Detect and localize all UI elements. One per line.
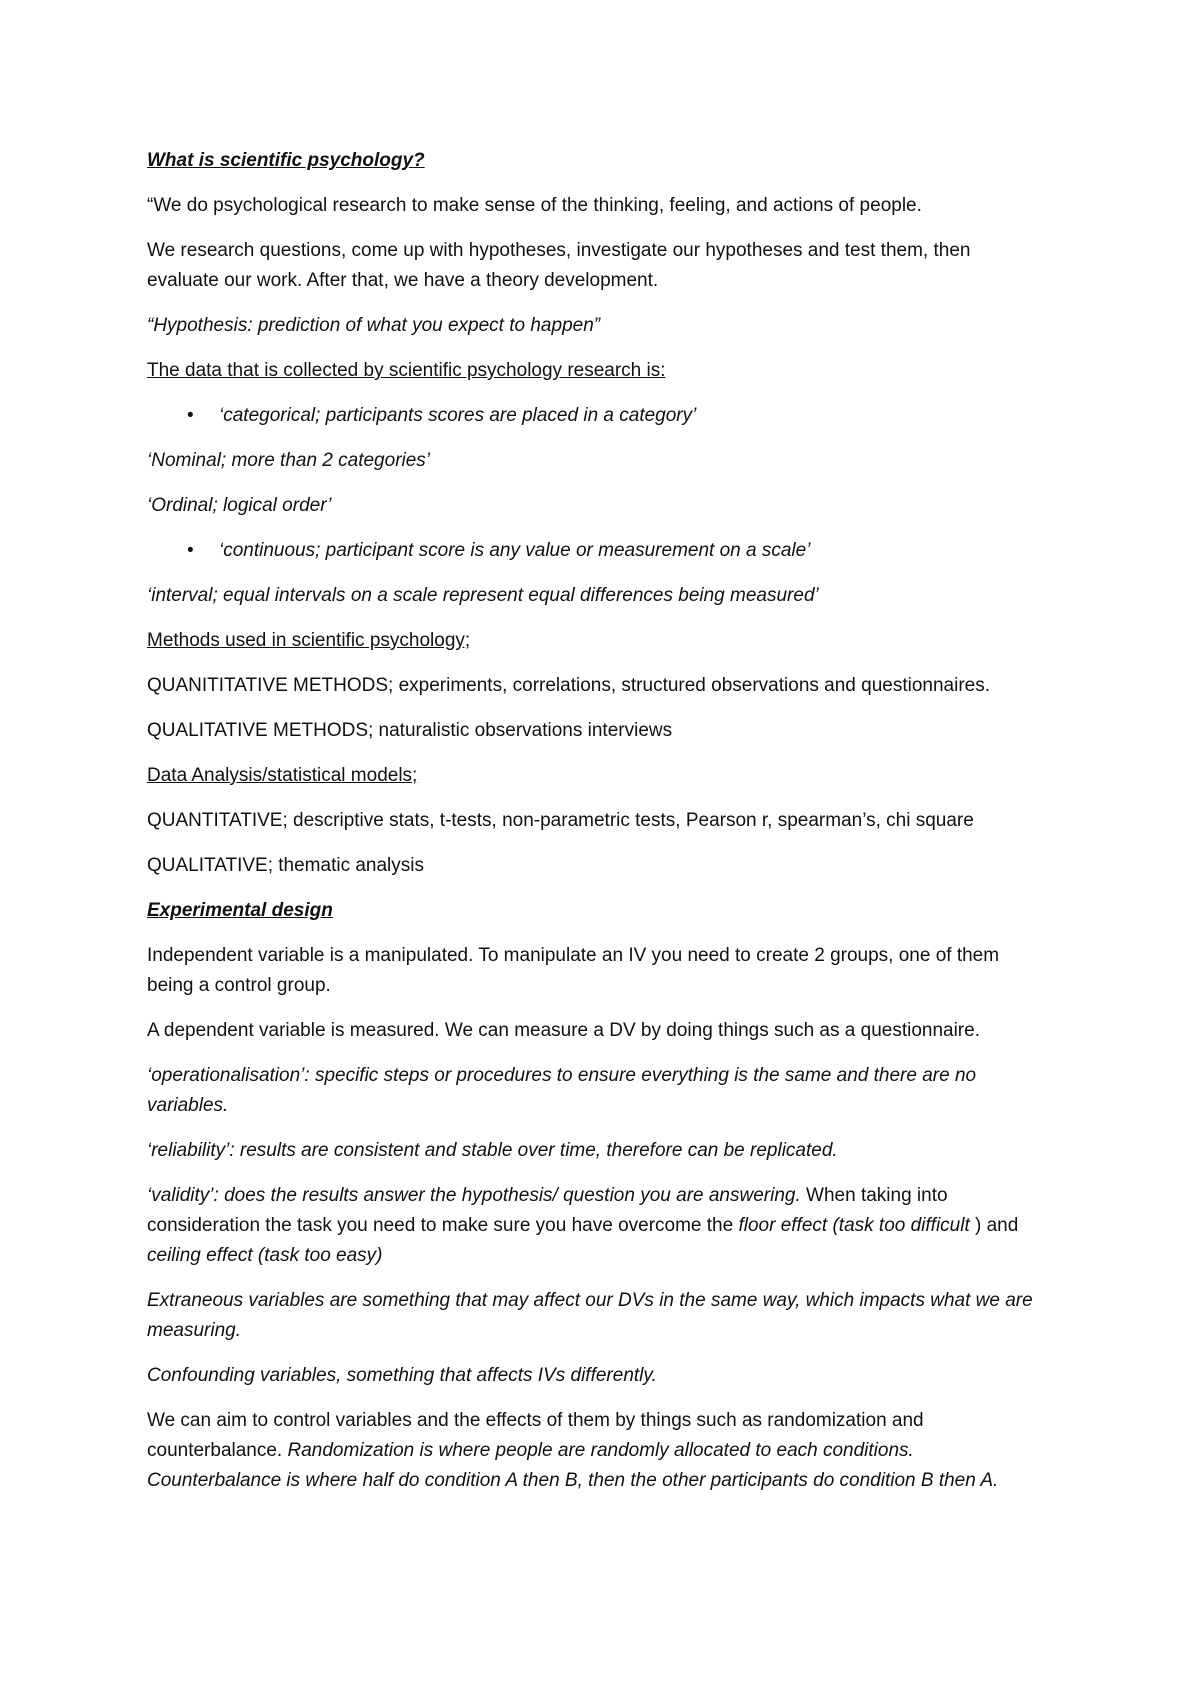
validity-and-text: ) and: [969, 1215, 1019, 1236]
list-item-categorical: [147, 401, 1047, 431]
document-title: What is scientific psychology?: [147, 150, 425, 171]
list-item-continuous: [147, 536, 1047, 566]
paragraph-quant-analysis: QUANTITATIVE; descriptive stats, t-tests, non-parametric tests, Pearson r, spearman’s, chi square: [147, 810, 974, 831]
floor-effect-text: floor effect (task too difficult: [738, 1215, 970, 1236]
paragraph-independent-variable: Independent variable is a manipulated. To manipulate an IV you need to create 2 groups, one of them being a control group.: [147, 945, 1000, 996]
paragraph-dependent-variable: A dependent variable is measured. We can measure a DV by doing things such as a questionnaire.: [147, 1020, 980, 1041]
paragraph-ordinal: ‘Ordinal; logical order’: [147, 495, 332, 516]
paragraph-control: [147, 1406, 1047, 1496]
paragraph-operationalisation: ‘operationalisation’: specific steps or procedures to ensure everything is the same and there are no variables.: [147, 1065, 977, 1116]
paragraph-quant-methods: QUANITITATIVE METHODS; experiments, correlations, structured observations and questionnaires.: [147, 675, 991, 696]
list-item-text: ‘categorical; participants scores are placed in a category’: [219, 405, 697, 426]
heading-data-collected: The data that is collected by scientific psychology research is:: [147, 360, 666, 381]
control-text: We can aim to control variables and the effects of them by things such as randomization and counterbalance.: [147, 1410, 924, 1461]
heading-methods: Methods used in scientific psychology;: [147, 630, 471, 651]
paragraph-hypothesis: “Hypothesis: prediction of what you expect to happen”: [147, 315, 601, 336]
paragraph-validity: [147, 1181, 1047, 1271]
validity-definition: ‘validity’: does the results answer the hypothesis/ question you are answering.: [147, 1185, 801, 1206]
document-body: [147, 146, 1047, 1511]
validity-text: When taking into consideration the task you need to make sure you have overcome the: [147, 1185, 948, 1236]
paragraph-research: We research questions, come up with hypotheses, investigate our hypotheses and test them, then evaluate our work. After that, we have a theory development.: [147, 240, 971, 291]
heading-data-analysis: Data Analysis/statistical models;: [147, 765, 418, 786]
bullet-icon: •: [187, 540, 194, 561]
paragraph-extraneous: Extraneous variables are something that may affect our DVs in the same way, which impacts what we are measuring.: [147, 1290, 1033, 1341]
control-definitions: Randomization is where people are randomly allocated to each conditions. Counterbalance is where half do condition A then B, then the other participants do condition B then A.: [147, 1440, 999, 1491]
list-item-text: ‘continuous; participant score is any value or measurement on a scale’: [219, 540, 811, 561]
paragraph-confounding: Confounding variables, something that affects IVs differently.: [147, 1365, 657, 1386]
paragraph-nominal: ‘Nominal; more than 2 categories’: [147, 450, 431, 471]
heading-experimental-design: Experimental design: [147, 900, 333, 921]
ceiling-effect-text: ceiling effect (task too easy): [147, 1245, 383, 1266]
paragraph-reliability: ‘reliability’: results are consistent and stable over time, therefore can be replicated.: [147, 1140, 838, 1161]
paragraph-intro: “We do psychological research to make sense of the thinking, feeling, and actions of people.: [147, 195, 922, 216]
paragraph-qual-methods: QUALITATIVE METHODS; naturalistic observations interviews: [147, 720, 673, 741]
bullet-icon: •: [187, 405, 194, 426]
paragraph-qual-analysis: QUALITATIVE; thematic analysis: [147, 855, 424, 876]
paragraph-interval: ‘interval; equal intervals on a scale represent equal differences being measured’: [147, 585, 819, 606]
